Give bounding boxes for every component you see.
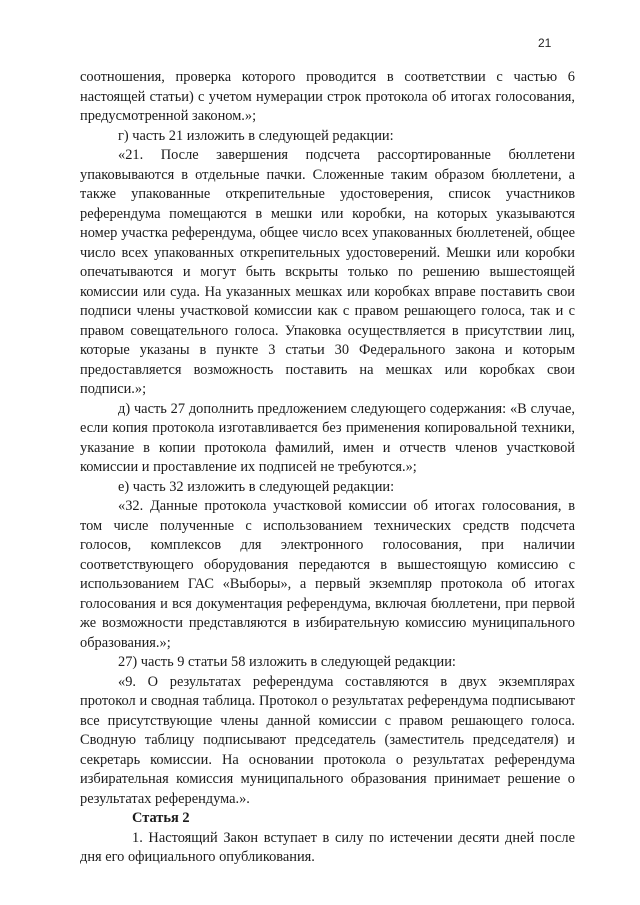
article-heading: Статья 2 — [132, 810, 190, 826]
paragraph-item-27: 27) часть 9 статьи 58 изложить в следующей редакции: — [118, 654, 456, 670]
paragraph-item-g: г) часть 21 изложить в следующей редакции: — [118, 127, 394, 144]
paragraph-part-21: «21. После завершения подсчета рассортированные бюллетени упаковываются в отдельные пачки. Сложенные таким образом бюллетени, а также упакованные открепительные удостоверения, список участников референдума помещаются в мешки или коробки, на которых указываются номер участка референдума, общее число всех упакованных бюллетеней, общее число всех упакованных открепительных удостоверений. Мешки или коробки опечатываются и могут быть вскрыты только по решению вышестоящей комиссии или суда. На указанных мешках или коробках вправе поставить свои подписи члены участковой комиссии как с правом решающего голоса, так и с правом совещательного голоса. Упаковка осуществляется в присутствии лиц, которые указаны в пункте 3 статьи 30 Федерального закона и которым предоставляется возможность поставить на мешках или коробках свои подписи.»; — [80, 147, 575, 397]
paragraph-item-d: д) часть 27 дополнить предложением следующего содержания: «В случае, если копия протокола изготавливается без применения копировальной техники, указание в копии протокола фамилий, имен и отчеств членов участковой комиссии и проставление их подписей не требуются.»; — [80, 400, 575, 475]
article-paragraph: 1. Настоящий Закон вступает в силу по истечении десяти дней после дня его официального опубликования. — [80, 829, 575, 865]
paragraph-part-32: «32. Данные протокола участковой комиссии об итогах голосования, в том числе полученные с использованием технических средств подсчета голосов, комплексов для электронного голосования, при наличии соответствующего оборудования передаются в вышестоящую комиссию с использованием ГАС «Выборы», а первый экземпляр протокола об итогах голосования и вся документация референдума, включая бюллетени, при первой же возможности представляются в избирательную комиссию муниципального образования.»; — [80, 498, 575, 651]
paragraph-continuation: соотношения, проверка которого проводится в соответствии с частью 6 настоящей статьи) с учетом нумерации строк протокола об итогах голосования, предусмотренной законом.»; — [80, 69, 575, 124]
paragraph-item-e: е) часть 32 изложить в следующей редакции: — [118, 478, 395, 495]
paragraph-part-9: «9. О результатах референдума составляются в двух экземплярах протокол и сводная таблица. Протокол о результатах референдума подписывают все присутствующие члены данной комиссии с правом решающего голоса. Сводную таблицу подписывают председатель (заместитель председателя) и секретарь комиссии. На основании протокола о результатах референдума избирательная комиссия муниципального образования принимает решение о результатах референдума.». — [80, 673, 575, 807]
page-number: 21 — [538, 36, 552, 50]
document-body — [80, 68, 575, 868]
